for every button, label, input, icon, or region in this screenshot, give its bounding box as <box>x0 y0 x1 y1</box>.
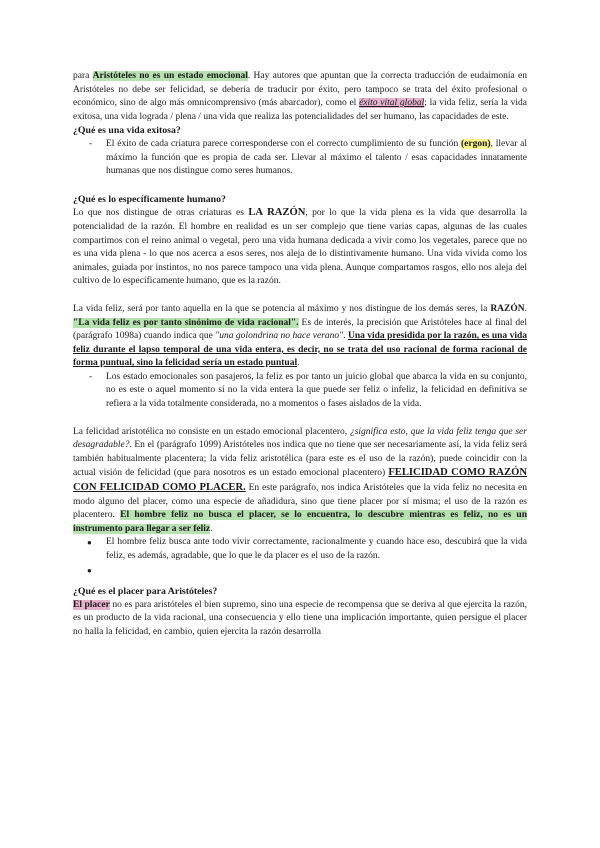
text-run: Lo que nos distingue de otras criaturas es <box>73 208 249 219</box>
underlined-bold: Una vida presidida por la razón, es una vida feliz durante el lapso temporal de una vida entera, es decir, no se trata del uso racional de forma racional de forma puntual, sino la felicidad sería un estado puntual <box>73 331 528 369</box>
dash-list-item <box>73 371 527 412</box>
highlight-yellow: (ergon) <box>461 138 491 149</box>
text-run: . Hay autores que apuntan que la correcta traducción de eudaimonía en Aristóteles no debe ser felicidad, se debería de traducir por éxito, pero tampoco se trata del éxito profesional o económico, sino de algo más omnicomprensivo (más abarcador), como el <box>73 71 527 109</box>
heading-especificamente-humano: ¿Qué es lo específicamente humano? <box>73 193 226 205</box>
text-run: . <box>524 303 527 314</box>
text-run: . <box>343 331 348 342</box>
italic-quote: "una golondrina no hace verano" <box>215 331 344 342</box>
dash-marker: - <box>89 371 93 382</box>
text-run: La vida feliz, será por tanto aquella en la que se potencia al máximo y nos distingue de los demás seres, la <box>73 303 491 314</box>
text-run: . En el (parágrafo 1099) Aristóteles nos indica que no tiene que ser necesariamente así, la vida feliz será también habitualmente placentera; la vida feliz aristotélica (para este es el uso de la razón), puede coincidir con la actual visión de felicidad (que para nosotros es un estado emocional placentero) <box>73 440 527 479</box>
text-run: , llevar al máximo la función que es propia de cada ser. Llevar al máximo el talento / esas capacidades innatamente humanas que nos distingue como seres humanos. <box>106 138 527 177</box>
text-run: El hombre feliz busca ante todo vivir correctamente, racionalmente y cuando hace eso, descubirá que la vida feliz, es además, agradable, que lo que le da placer es el uso de la razón. <box>106 537 527 561</box>
text-run: La felicidad aristotélica no consiste en un estado emocional placentero, <box>73 426 350 437</box>
text-run: . <box>210 523 213 534</box>
text-run: El éxito de cada criatura parece corresponderse con el correcto cumplimiento de su función <box>106 138 462 149</box>
underlined-caps: FELICIDAD COMO RAZÓN CON FELICIDAD COMO PLACER. <box>73 467 527 494</box>
highlight-pink: El placer <box>73 599 110 610</box>
text-run: no es para aristóteles el bien supremo, sino una especie de recompensa que se deriva al que ejercita la razón, es un producto de la vida racional, una consecuencia y ello tiene una implicación importante, quien persigue el placer no halla la felicidad, en cambio, quien ejercita la razón desarrolla <box>73 599 527 637</box>
bullet-marker: ● <box>87 565 92 575</box>
paragraph-razon <box>73 206 527 289</box>
dash-marker: - <box>89 138 93 149</box>
bullet-list-item <box>73 536 527 563</box>
paragraph-intro <box>73 70 527 124</box>
bullet-list-item-empty <box>73 564 527 578</box>
text-run: Es de interés, la precisión que Aristóteles hace al final del (parágrafo 1098a) cuando indica que <box>73 317 527 342</box>
highlight-pink: éxito vital global <box>359 98 425 109</box>
bullet-marker: ● <box>87 538 92 548</box>
heading-vida-exitosa: ¿Qué es una vida exitosa? <box>73 125 181 137</box>
italic-question: ¿significa esto, que la vida feliz tenga que ser desagradable? <box>73 426 527 451</box>
bold-term: RAZÓN <box>490 303 525 314</box>
text-run: Los estado emocionales son pasajeros, la feliz es por tanto un juicio global que abarca la vida en su conjunto, no es este o aquel momento sí no la vida entera la que puede ser feliz o infeliz, la felicidad en definitiva se refiera a la vida totalmente considerada, no a momentos o fases aislados de la vida. <box>106 371 527 410</box>
document-body <box>73 70 527 640</box>
text-run: . <box>297 358 300 369</box>
dash-list-item <box>73 138 527 179</box>
highlight-green: Aristóteles no es un estado emocional <box>92 71 248 81</box>
text-run: , por lo que la vida plena es la vida que desarrolla la potencialidad de la razón. El hombre en realidad es un ser complejo que tiene varias capas, algunas de las cuales compartimos con el reino animal o vegetal, pero una vida humana dedicada a vivir como los vegetales, parece que no es una vida plena - lo que nos acerca a esos seres, nos aleja de lo distintivamente humano. Una vida vivida como los animales, guiada por instintos, no nos parece tampoco una vida plena. Aunque compartamos rasgos, ello nos aleja del cultivo de lo específicamente humano, que es la razón. <box>73 208 527 287</box>
heading-placer-aristoteles: ¿Qué es el placer para Aristóteles? <box>73 586 218 598</box>
highlight-green: "La vida feliz es por tanto sinónimo de vida racional". <box>73 317 299 328</box>
paragraph-placer <box>73 426 527 537</box>
paragraph-el-placer <box>73 599 527 640</box>
text-run: En este parágrafo, nos indica Aristóteles que la vida feliz no necesita en modo alguno del placer, como una especie de añadidura, sino que tiene placer por sí misma; el uso de la razón es placentero. <box>73 483 527 521</box>
text-run: ; la vida feliz, sería la vida exitosa, una vida lograda / plena / una vida que realiza las potencialidades del ser humano, las capacidades de este. <box>73 98 527 122</box>
paragraph-vida-feliz <box>73 303 527 371</box>
bold-term: LA RAZÓN <box>248 207 306 219</box>
highlight-green: El hombre feliz no busca el placer, se lo encuentra, lo descubre mientras es feliz, no es un instrumento para llegar a ser feliz <box>73 510 527 534</box>
text-run: para <box>73 71 93 81</box>
